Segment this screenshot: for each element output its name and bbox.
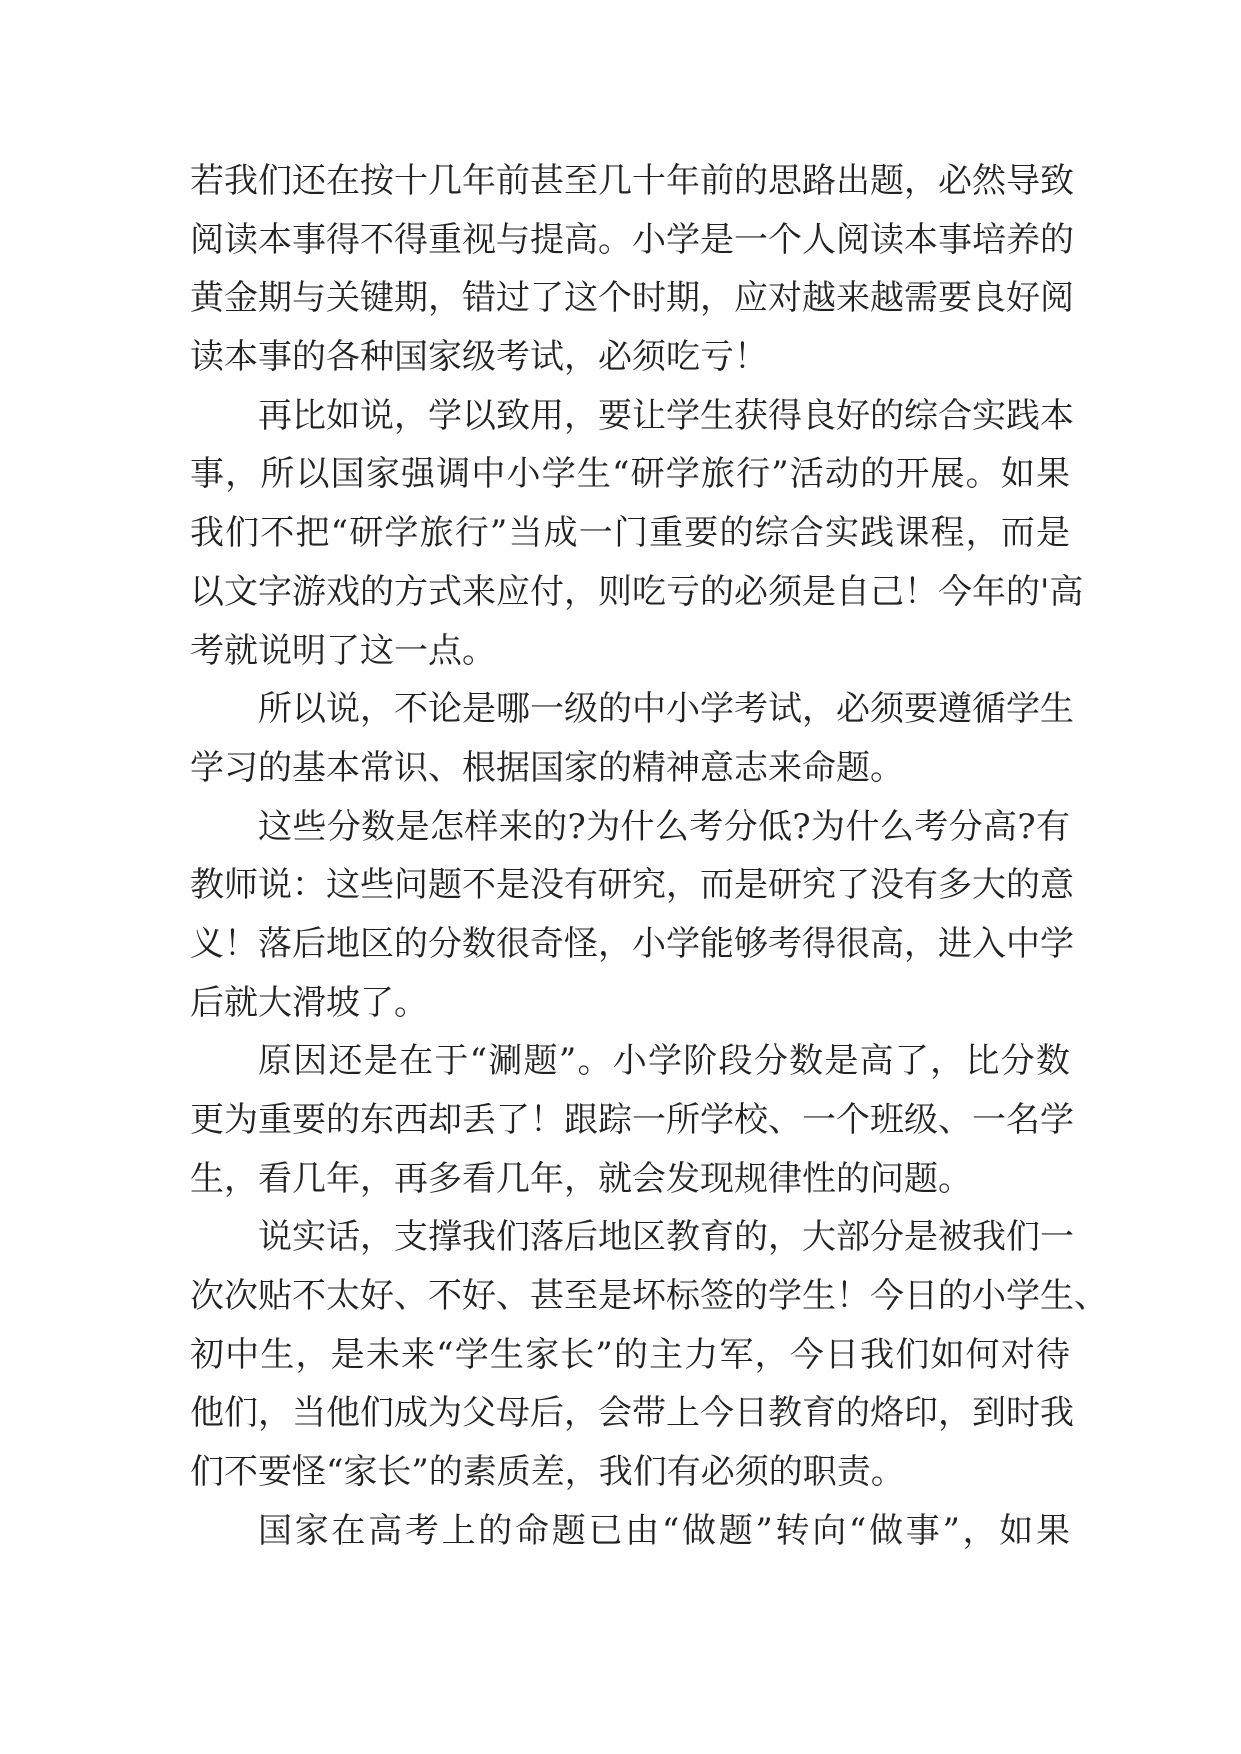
text-line: 生，看几年，再多看几年，就会发现规律性的问题。 xyxy=(190,1158,972,1199)
text-line: 考就说明了这一点。 xyxy=(190,630,496,671)
text-line: 读本事的各种国家级考试，必须吃亏！ xyxy=(190,337,768,378)
text-line: 我们不把“研学旅行”当成一门重要的综合实践课程，而是 xyxy=(190,513,1070,554)
text-line: 事，所以国家强调中小学生“研学旅行”活动的开展。如果 xyxy=(190,454,1070,495)
body-text xyxy=(190,152,1108,1561)
text-line: 更为重要的东西却丢了！跟踪一所学校、一个班级、一名学 xyxy=(190,1100,1074,1140)
text-line: 以文字游戏的方式来应付，则吃亏的必须是自己！今年的'高 xyxy=(190,571,1084,612)
text-line: 次次贴不太好、不好、甚至是坏标签的学生！今日的小学生、 xyxy=(190,1276,1108,1317)
text-line: 再比如说，学以致用，要让学生获得良好的综合实践本 xyxy=(258,395,1074,436)
text-line: 说实话，支撑我们落后地区教育的，大部分是被我们一 xyxy=(258,1217,1074,1258)
text-line: 原因还是在于“涮题”。小学阶段分数是高了，比分数 xyxy=(258,1041,1070,1082)
text-line: 学习的基本常识、根据国家的精神意志来命题。 xyxy=(190,747,904,788)
text-line: 初中生，是未来“学生家长”的主力军，今日我们如何对待 xyxy=(190,1334,1070,1375)
text-line: 若我们还在按十几年前甚至几十年前的思路出题，必然导致 xyxy=(190,161,1074,201)
text-line: 教师说：这些问题不是没有研究，而是研究了没有多大的意 xyxy=(190,865,1074,906)
text-line: 黄金期与关键期，错过了这个时期，应对越来越需要良好阅 xyxy=(190,278,1074,319)
text-line: 他们，当他们成为父母后，会带上今日教育的烙印，到时我 xyxy=(190,1393,1074,1434)
text-line: 国家在高考上的命题已由“做题”转向“做事”，如果 xyxy=(258,1510,1070,1551)
text-line: 们不要怪“家长”的素质差，我们有必须的职责。 xyxy=(190,1452,905,1493)
text-line: 后就大滑坡了。 xyxy=(190,982,428,1023)
text-line: 阅读本事得不得重视与提高。小学是一个人阅读本事培养的 xyxy=(190,219,1074,260)
text-line: 这些分数是怎样来的?为什么考分低?为什么考分高?有 xyxy=(258,806,1070,847)
text-line: 义！落后地区的分数很奇怪，小学能够考得很高，进入中学 xyxy=(190,923,1074,964)
text-line: 所以说，不论是哪一级的中小学考试，必须要遵循学生 xyxy=(258,689,1074,730)
